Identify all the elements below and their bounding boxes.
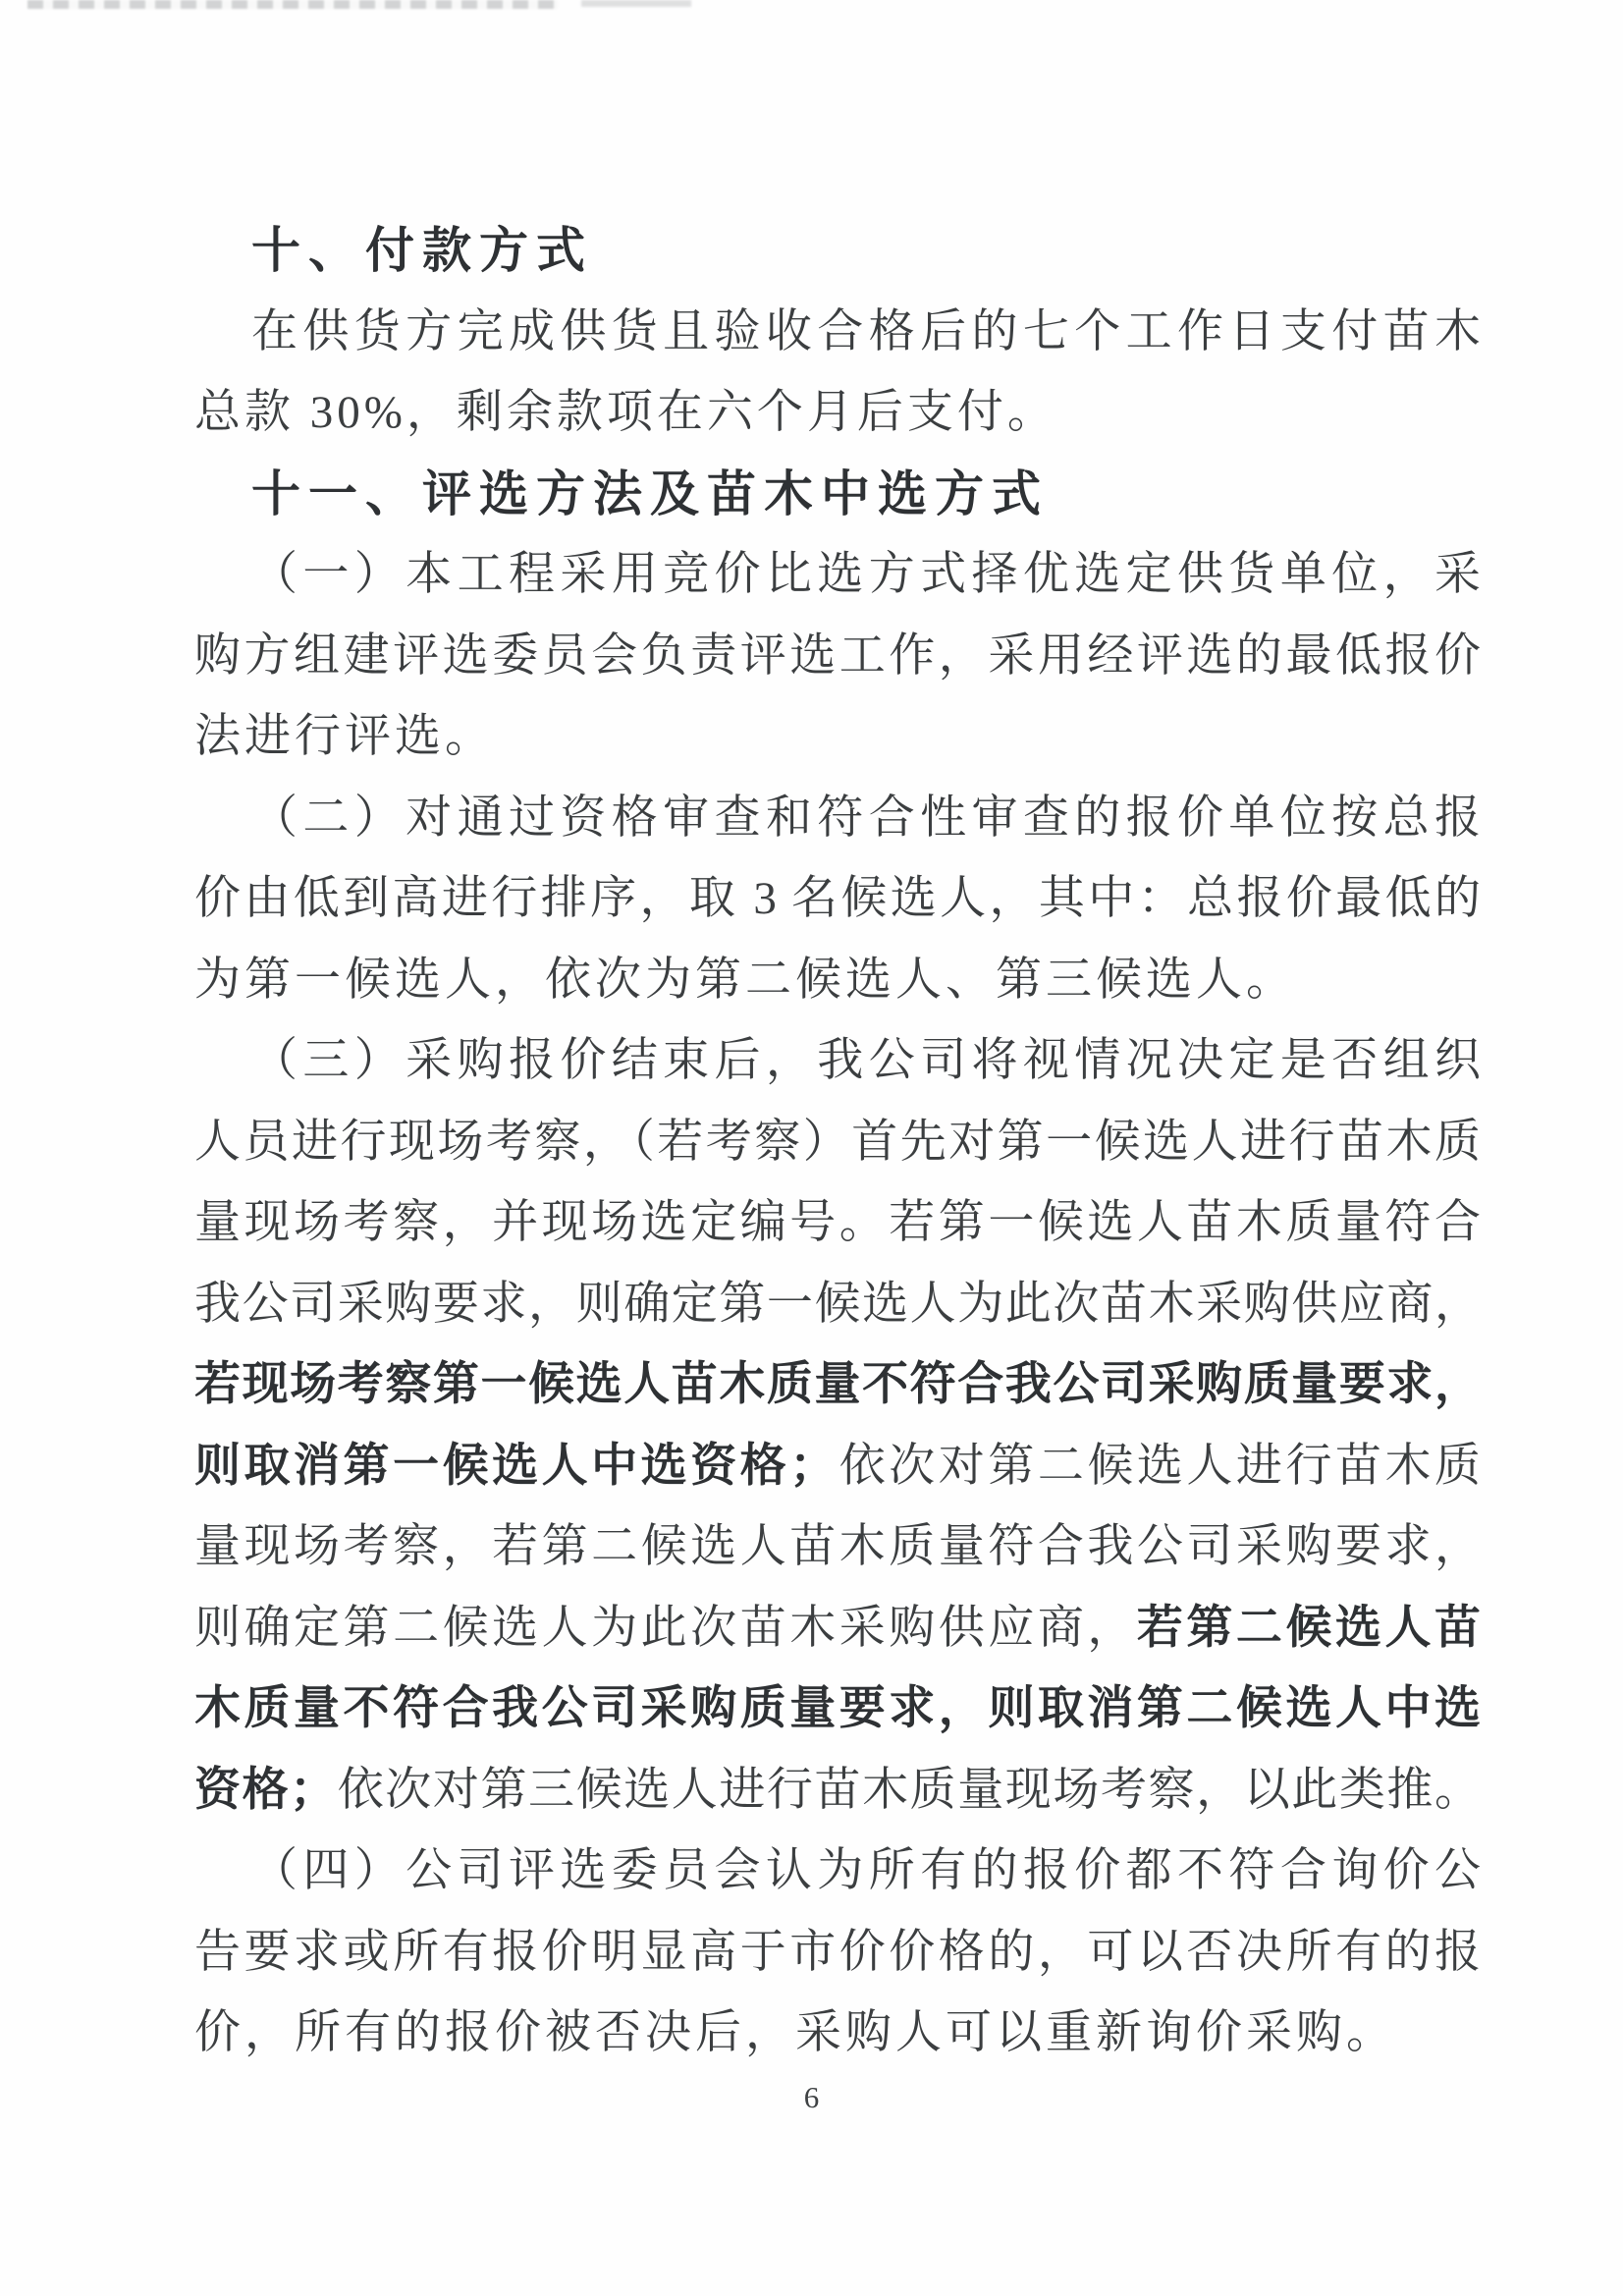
text-segment: 则取消第一候选人中选资格； (194, 1440, 837, 1492)
text-segment: 价，所有的报价被否决后，采购人可以重新询价采购。 (194, 2007, 1396, 2058)
text-line (194, 1426, 1481, 1507)
text-line (194, 292, 1481, 373)
document-body (194, 210, 1481, 2074)
text-segment: 我公司采购要求，则确定第一候选人为此次苗木采购供应商， (194, 1278, 1481, 1330)
text-segment: 为第一候选人，依次为第二候选人、第三候选人。 (194, 954, 1296, 1006)
text-segment: 若第二候选人苗 (1136, 1602, 1481, 1654)
text-line (194, 696, 1481, 778)
text-line (194, 616, 1481, 697)
section-heading (194, 210, 1481, 292)
text-segment: 人员进行现场考察，（若考察）首先对第一候选人进行苗木质 (194, 1116, 1481, 1168)
text-line (194, 1020, 1481, 1102)
text-segment: 若现场考察第一候选人苗木质量不符合我公司采购质量要求， (194, 1359, 1481, 1410)
text-line (194, 372, 1481, 454)
text-segment: 量现场考察，并现场选定编号。若第一候选人苗木质量符合 (194, 1197, 1481, 1248)
text-line (194, 778, 1481, 859)
text-line (194, 1588, 1481, 1669)
text-segment: 法进行评选。 (194, 711, 495, 762)
text-line (194, 858, 1481, 940)
text-segment: 依次对第二候选人进行苗木质 (836, 1440, 1481, 1492)
text-segment: 在供货方完成供货且验收合格后的七个工作日支付苗木 (251, 305, 1481, 357)
page-number: 6 (803, 2080, 820, 2114)
text-segment: 十、付款方式 (251, 223, 593, 278)
text-segment: 依次对第三候选人进行苗木质量现场考察，以此类推。 (336, 1764, 1481, 1816)
text-line (194, 534, 1481, 616)
text-segment: 购方组建评选委员会负责评选工作，采用经评选的最低报价 (194, 629, 1481, 682)
text-segment: 总款 30%，剩余款项在六个月后支付。 (194, 387, 1057, 438)
text-line (194, 1831, 1481, 1912)
text-segment: （三）采购报价结束后，我公司将视情况决定是否组织 (251, 1035, 1481, 1086)
text-line (194, 1102, 1481, 1183)
text-line (194, 1264, 1481, 1345)
text-segment: 木质量不符合我公司采购质量要求，则取消第二候选人中选 (194, 1683, 1481, 1734)
text-segment: 则确定第二候选人为此次苗木采购供应商， (194, 1602, 1137, 1654)
text-line (194, 940, 1481, 1021)
text-line (194, 1912, 1481, 1994)
text-line (194, 1993, 1481, 2074)
text-segment: （二）对通过资格审查和符合性审查的报价单位按总报 (251, 792, 1481, 844)
text-segment: 资格； (194, 1764, 337, 1816)
text-segment: 十一、评选方法及苗木中选方式 (251, 465, 1049, 521)
text-line (194, 1750, 1481, 1831)
text-segment: 量现场考察，若第二候选人苗木质量符合我公司采购要求， (194, 1521, 1481, 1572)
section-heading (194, 454, 1481, 535)
text-segment: （一）本工程采用竞价比选方式择优选定供货单位，采 (251, 549, 1481, 600)
text-line (194, 1506, 1481, 1588)
text-segment: （四）公司评选委员会认为所有的报价都不符合询价公 (251, 1845, 1481, 1896)
text-segment: 价由低到高进行排序，取 3 名候选人，其中：总报价最低的 (194, 873, 1481, 924)
text-line (194, 1182, 1481, 1264)
text-line (194, 1668, 1481, 1750)
scan-artifact-icon (581, 0, 691, 7)
scan-artifact-icon (27, 0, 558, 9)
text-line (194, 1344, 1481, 1426)
text-segment: 告要求或所有报价明显高于市价价格的，可以否决所有的报 (194, 1926, 1481, 1978)
